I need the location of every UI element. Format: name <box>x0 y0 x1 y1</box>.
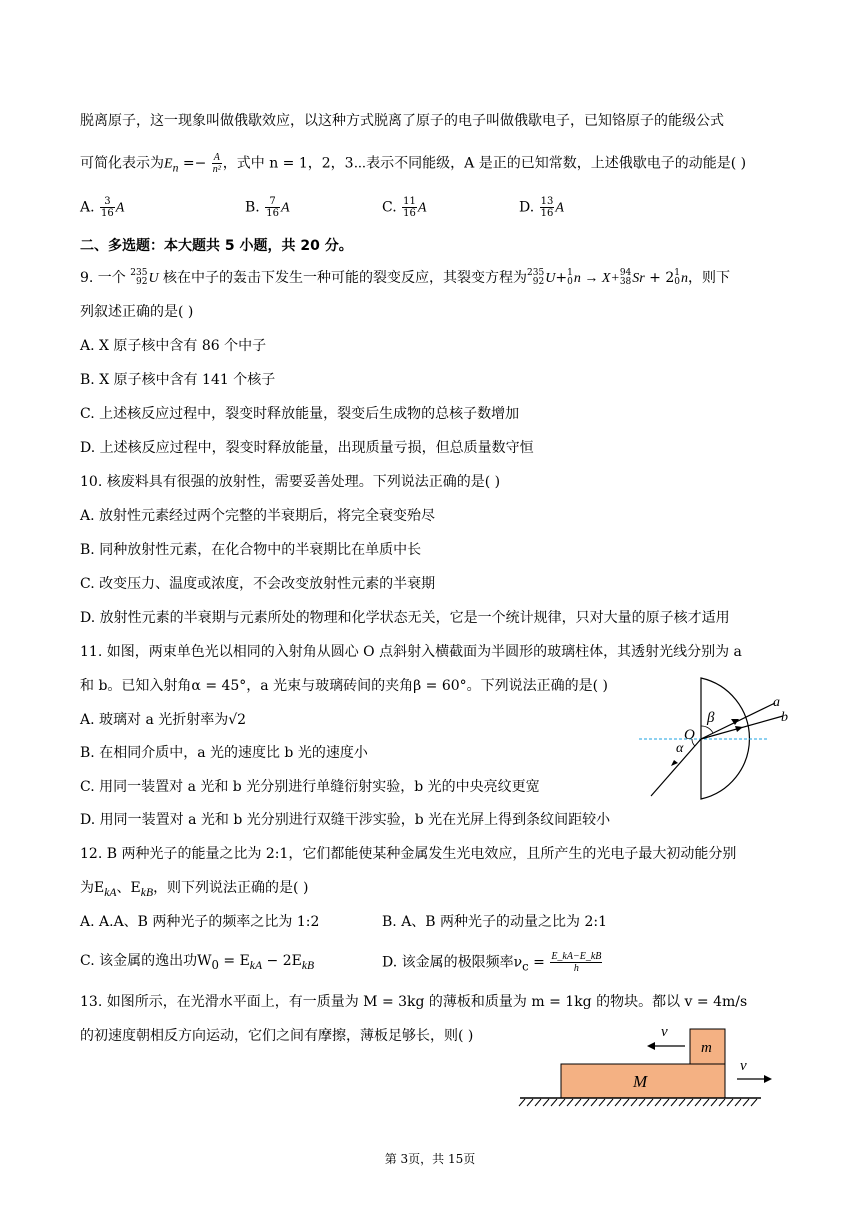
hatch-mark <box>663 1099 669 1106</box>
q12-text-mid: 、E <box>116 880 141 896</box>
q11-option-c[interactable]: C. 用同一装置对 a 光和 b 光分别进行单缝衍射实验，b 光的中央亮纹更宽 <box>80 779 540 795</box>
q8-line2 <box>80 152 746 178</box>
q8-option-a[interactable] <box>80 196 124 219</box>
v-right-label: v <box>740 1058 747 1074</box>
q8-line1: 脱离原子，这一现象叫做俄歇效应，以这种方式脱离了原子的电子叫做俄歇电子，已知铬原子的能级公式 <box>80 113 724 129</box>
nuclide-symbol: n <box>573 271 581 286</box>
atomic-number: 0 <box>674 277 680 287</box>
q9-option-a[interactable]: A. X 原子核中含有 86 个中子 <box>80 338 267 354</box>
q8-formula-sub: n <box>172 161 179 175</box>
eq-neutron-2 <box>674 269 680 287</box>
q9-text-c: ，则下 <box>688 270 730 286</box>
incident-arrow-icon <box>671 760 678 766</box>
hatch-mark <box>671 1099 677 1106</box>
hatch-mark <box>623 1099 629 1106</box>
opt-text: = <box>528 954 550 971</box>
ray-b-arrow-icon <box>735 726 743 732</box>
option-letter: B. <box>245 199 265 216</box>
atomic-number: 38 <box>619 277 632 287</box>
nuclide-symbol: n <box>681 271 688 286</box>
eq-neutron <box>567 269 573 287</box>
frac-den: 16 <box>403 208 416 219</box>
a-label: a <box>773 695 780 710</box>
hatch-mark <box>751 1099 757 1106</box>
q12-line1: 12. B 两种光子的能量之比为 2:1，它们都能使某种金属发生光电效应，且所产生的光电子最大初动能分别 <box>80 846 737 862</box>
m-label: m <box>701 1040 712 1056</box>
frac-num: E_kA−E_kB <box>551 951 602 962</box>
q11-option-b[interactable]: B. 在相同介质中，a 光的速度比 b 光的速度小 <box>80 745 368 761</box>
mass-number: 235 <box>527 268 545 278</box>
q8-formula-den: n² <box>212 164 221 175</box>
q11-line1: 11. 如图，两束单色光以相同的入射角从圆心 O 点斜射入横截面为半圆形的玻璃柱体，其透射光线分别为 a <box>80 644 742 660</box>
nuclide-symbol: Sr <box>632 271 645 286</box>
hatch-mark <box>591 1099 597 1106</box>
frac-num: 7 <box>265 196 280 208</box>
atomic-number: 0 <box>567 277 573 287</box>
hatch-mark <box>551 1099 557 1106</box>
option-var: A <box>555 200 564 216</box>
hatch-mark <box>719 1099 725 1106</box>
q12-option-c[interactable] <box>80 951 314 976</box>
hatch-mark <box>543 1099 549 1106</box>
hatch-mark <box>743 1099 749 1106</box>
q8-formula-eq: =− <box>178 155 211 172</box>
hatch-mark <box>575 1099 581 1106</box>
mass-number: 1 <box>674 268 680 278</box>
sub-c: c <box>522 959 529 974</box>
q8-formula-num: A <box>213 152 220 163</box>
atomic-number: 92 <box>136 277 148 287</box>
beta-label: β <box>707 710 715 726</box>
atomic-number: 92 <box>532 277 545 287</box>
q8-line2-suffix: ，式中 n = 1，2，3⋯表示不同能级，A 是正的已知常数，上述俄歇电子的动能是( ) <box>222 155 747 172</box>
hatch-mark <box>687 1099 693 1106</box>
sub-ka: kA <box>104 885 117 899</box>
option-var: A <box>280 200 290 216</box>
q8-option-d[interactable] <box>519 196 564 219</box>
mass-number: 94 <box>619 268 632 278</box>
sub-ka: kA <box>249 958 263 972</box>
option-frac <box>540 196 555 219</box>
q9-option-d[interactable]: D. 上述核反应过程中，裂变时释放能量，出现质量亏损，但总质量数守恒 <box>80 440 534 456</box>
option-frac <box>265 196 280 219</box>
hatch-mark <box>631 1099 637 1106</box>
hatch-mark <box>607 1099 613 1106</box>
hatch-mark <box>559 1099 565 1106</box>
hatch-mark <box>527 1099 533 1106</box>
eq-nuclide-sr <box>620 269 631 287</box>
mass-number: 1 <box>567 268 573 278</box>
q12-option-b[interactable]: B. A、B 两种光子的动量之比为 2:1 <box>382 914 608 930</box>
hatch-mark <box>695 1099 701 1106</box>
hatch-mark <box>583 1099 589 1106</box>
frac-den: 16 <box>266 208 279 219</box>
q10-option-d[interactable]: D. 放射性元素的半衰期与元素所处的物理和化学状态无关，它是一个统计规律，只对大量的原子核才适用 <box>80 610 730 626</box>
frac-den: 16 <box>101 208 114 219</box>
option-frac <box>100 196 115 219</box>
q12-option-a[interactable]: A. A.A、B 两种光子的频率之比为 1:2 <box>80 914 320 930</box>
sub-kb: kB <box>301 958 315 972</box>
nuclide-symbol: U <box>148 271 159 286</box>
frac-num: 11 <box>403 196 416 207</box>
hatch-mark <box>647 1099 653 1106</box>
q11-option-d[interactable]: D. 用同一装置对 a 光和 b 光分别进行双缝干涉实验，b 光在光屏上得到条纹间距较小 <box>80 812 611 828</box>
hatch-mark <box>727 1099 733 1106</box>
hatch-mark <box>615 1099 621 1106</box>
section-heading: 二、多选题：本大题共 5 小题，共 20 分。 <box>80 238 353 254</box>
q9-line2: 列叙述正确的是( ) <box>80 304 194 320</box>
opt-text: C. 该金属的逸出功W <box>80 953 212 969</box>
threshold-frac <box>550 951 602 974</box>
hatch-mark <box>567 1099 573 1106</box>
q8-line2-prefix: 可简化表示为 <box>80 155 164 172</box>
frac-den: h <box>573 963 579 974</box>
hatch-mark <box>655 1099 661 1106</box>
hatch-mark <box>711 1099 717 1106</box>
q10-option-a[interactable]: A. 放射性元素经过两个完整的半衰期后，将完全衰变殆尽 <box>80 508 436 524</box>
ground-hatching <box>519 1099 757 1106</box>
nuclide-u-notation <box>130 269 147 287</box>
q8-option-c[interactable] <box>382 196 426 219</box>
q10-stem: 10. 核废料具有很强的放射性，需要妥善处理。下列说法正确的是( ) <box>80 474 501 490</box>
opt-text: − 2E <box>262 953 302 969</box>
mass-number: 235 <box>130 268 148 278</box>
option-letter: C. <box>382 199 402 216</box>
q12-text-end: ，则下列说法正确的是( ) <box>153 880 309 896</box>
option-var: A <box>417 200 427 216</box>
plus-sign: + 2 <box>644 270 675 286</box>
b-label: b <box>781 710 788 725</box>
q9-text-b: 核在中子的轰击下发生一种可能的裂变反应，其裂变方程为 <box>158 270 528 286</box>
q11-option-a[interactable]: A. 玻璃对 a 光折射率为√2 <box>80 712 247 728</box>
hatch-mark <box>679 1099 685 1106</box>
eq-nuclide-u <box>527 269 544 287</box>
frac-num: 3 <box>100 196 115 208</box>
q9-option-b[interactable]: B. X 原子核中含有 141 个核子 <box>80 372 276 388</box>
hatch-mark <box>703 1099 709 1106</box>
sub-kb: kB <box>140 885 154 899</box>
left-arrow-icon <box>647 1042 655 1050</box>
q13-line1: 13. 如图所示，在光滑水平面上，有一质量为 M = 3kg 的薄板和质量为 m = 1kg 的物块。都以 v = 4m/s <box>80 994 748 1010</box>
alpha-label: α <box>676 741 684 756</box>
beta-arc <box>701 726 713 733</box>
q13-line2: 的初速度朝相反方向运动，它们之间有摩擦，薄板足够长，则( ) <box>80 1028 474 1044</box>
q9-text-a: 9. 一个 <box>80 270 131 286</box>
hatch-mark <box>599 1099 605 1106</box>
right-arrow-icon <box>764 1075 772 1083</box>
hatch-mark <box>639 1099 645 1106</box>
option-frac <box>402 196 417 219</box>
hatch-mark <box>535 1099 541 1106</box>
q12-line2 <box>80 878 308 903</box>
opt-text: D. 该金属的极限频率ν <box>382 954 523 971</box>
q12-text: 为E <box>80 880 105 896</box>
sub-0: 0 <box>211 957 219 972</box>
hatch-mark <box>519 1099 525 1106</box>
q8-option-b[interactable] <box>245 196 290 219</box>
q10-option-b[interactable]: B. 同种放射性元素，在化合物中的半衰期比在单质中长 <box>80 542 422 558</box>
q11-line2: 和 b。已知入射角α = 45°，a 光束与玻璃砖间的夹角β = 60°。下列说法正确的是( ) <box>80 678 609 694</box>
q8-formula-frac <box>212 152 222 175</box>
hatch-mark <box>735 1099 741 1106</box>
page-footer: 第 3页，共 15页 <box>384 1152 476 1166</box>
option-var: A <box>115 200 125 216</box>
option-letter: A. <box>80 199 100 216</box>
frac-num: 13 <box>540 196 554 207</box>
q9-option-c[interactable]: C. 上述核反应过程中，裂变时释放能量，裂变后生成物的总核子数增加 <box>80 406 520 422</box>
q8-formula-lhs: E <box>164 156 173 172</box>
option-letter: D. <box>519 199 539 216</box>
q9-line1 <box>80 268 730 289</box>
q11-semicircle-figure <box>635 676 795 804</box>
q10-option-c[interactable]: C. 改变压力、温度或浓度，不会改变放射性元素的半衰期 <box>80 576 436 592</box>
M-label: M <box>633 1072 648 1091</box>
v-top-label: v <box>661 1024 668 1040</box>
plus-sign: + <box>555 270 568 286</box>
frac-den: 16 <box>540 208 554 219</box>
q13-blocks-figure <box>515 1020 795 1110</box>
q12-option-d[interactable] <box>382 951 603 976</box>
opt-text: = E <box>218 953 250 969</box>
reaction-arrow: → X+ <box>580 271 620 286</box>
o-label: O <box>684 727 695 743</box>
nuclide-symbol: U <box>545 271 556 286</box>
